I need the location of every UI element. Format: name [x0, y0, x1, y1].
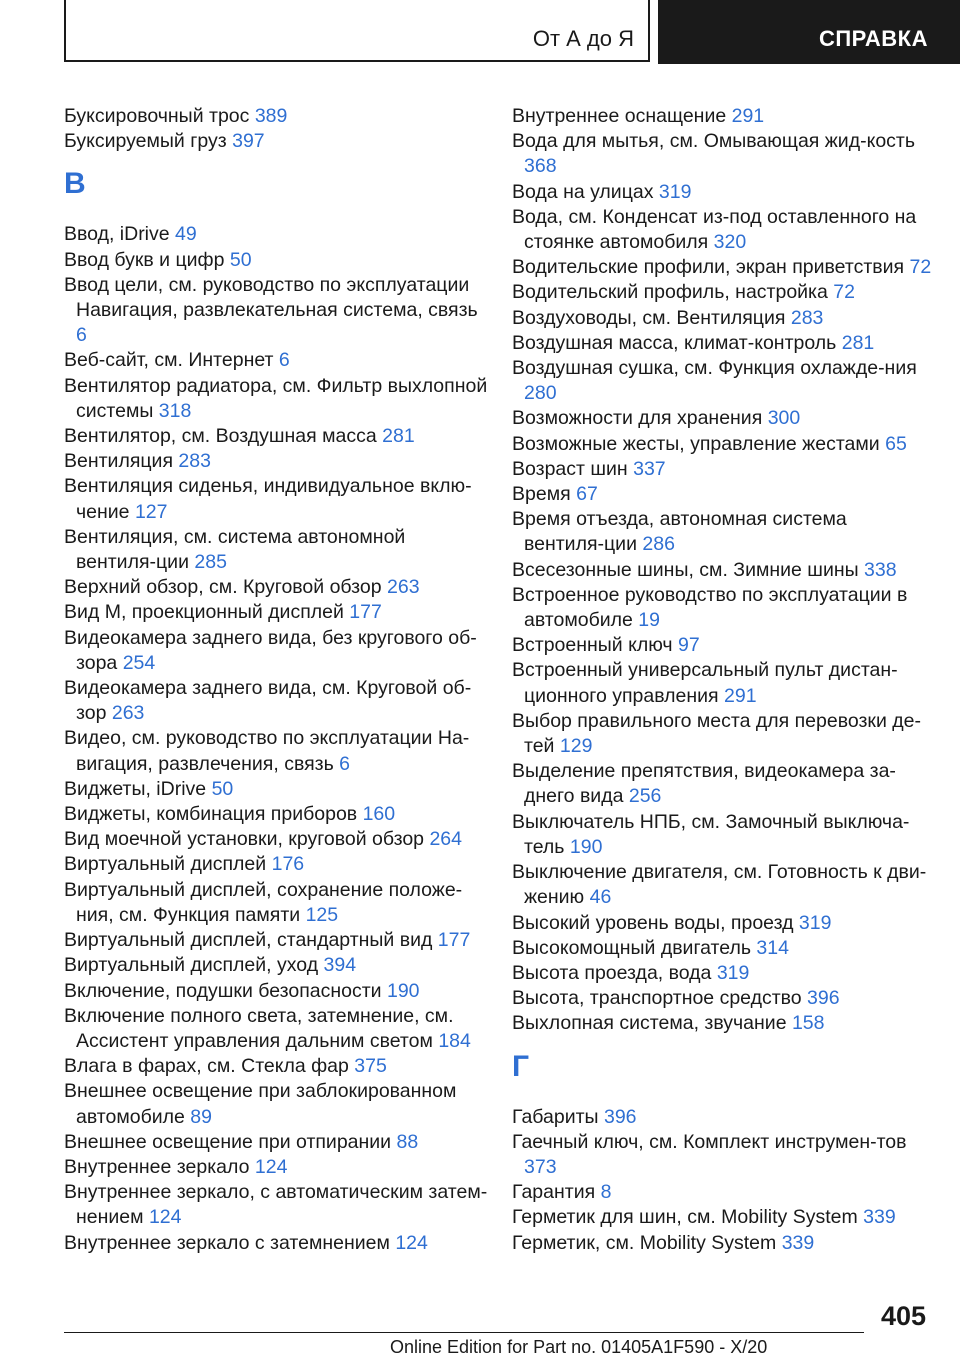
index-page-link[interactable]: 177 — [349, 601, 382, 624]
index-entry-text: Буксируемый груз — [64, 130, 233, 153]
index-entry — [512, 507, 932, 557]
index-entry-text: Вид моечной установки, круговой обзор — [64, 828, 430, 851]
index-page-link[interactable]: 124 — [395, 1231, 428, 1254]
index-page-link[interactable]: 256 — [628, 785, 662, 808]
index-page-link[interactable]: 375 — [354, 1055, 387, 1078]
index-entry — [512, 306, 932, 331]
index-entry — [64, 600, 489, 625]
index-page-link[interactable]: 254 — [122, 651, 156, 674]
index-entry — [512, 280, 932, 305]
index-entry — [512, 709, 932, 759]
index-entry — [64, 1130, 489, 1155]
index-page-link[interactable]: 129 — [559, 735, 593, 758]
index-page-link[interactable]: 176 — [271, 853, 305, 876]
index-entry — [512, 558, 932, 583]
index-entry — [512, 255, 932, 280]
index-page-link[interactable]: 291 — [731, 105, 765, 127]
index-entry — [64, 777, 489, 802]
index-entry-text: Влага в фарах, см. Стекла фар — [64, 1055, 355, 1078]
index-page-link[interactable]: 97 — [678, 634, 700, 657]
index-entry-text: Видео, см. руководство по эксплуатации На-вигация, развлечения, связь — [64, 727, 470, 775]
index-entry-text: Ввод, iDrive — [64, 223, 176, 246]
index-entry — [512, 356, 932, 406]
index-entry-text: Возможности для хранения — [512, 407, 768, 430]
index-entry-text: Ввод цели, см. руководство по эксплуатации Навигация, развлекательная система, связь — [64, 273, 478, 322]
index-entry-text: Габариты — [512, 1105, 604, 1128]
index-page-link[interactable]: 283 — [178, 450, 211, 473]
index-page-link[interactable]: 190 — [569, 835, 603, 858]
index-page-link[interactable]: 158 — [791, 1012, 825, 1035]
index-entry — [512, 432, 932, 457]
index-entry-text: Высота проезда, вода — [512, 961, 717, 984]
index-page-link[interactable]: 184 — [438, 1029, 471, 1052]
index-page-link[interactable]: 394 — [323, 954, 357, 977]
chapter-tab — [658, 0, 960, 64]
index-entry-text: Герметик, см. Mobility System — [512, 1231, 782, 1254]
chapter-title: СПРАВКА — [818, 26, 928, 51]
index-page-link[interactable]: 50 — [211, 777, 234, 800]
index-entry-text: Внутреннее оснащение — [512, 105, 732, 127]
index-page-link[interactable]: 72 — [909, 256, 932, 279]
index-entry — [512, 1205, 932, 1230]
index-page-link[interactable]: 6 — [76, 324, 87, 347]
index-page-link[interactable]: 50 — [229, 248, 252, 271]
index-entry — [512, 810, 932, 860]
index-entry-text: Вентилятор радиатора, см. Фильтр выхлопной системы — [64, 374, 488, 422]
index-entry-text: Выбор правильного места для перевозки де-тей — [512, 709, 921, 758]
index-page-link[interactable]: 125 — [305, 903, 339, 926]
index-entry-text: Время — [512, 483, 577, 506]
index-entry — [512, 482, 932, 507]
index-entry-text: Выхлопная система, звучание — [512, 1012, 792, 1035]
index-entry-text: Внешнее освещение при отпирании — [64, 1130, 397, 1153]
index-entry — [512, 583, 932, 633]
index-entry — [64, 222, 489, 247]
index-page-link[interactable]: 337 — [633, 457, 666, 480]
index-page-link[interactable]: 177 — [437, 929, 471, 952]
index-page-link[interactable]: 285 — [194, 551, 227, 574]
index-entry — [64, 129, 489, 154]
index-entry — [64, 802, 489, 827]
index-entry-text: Встроенное руководство по эксплуатации в автомобиле — [512, 583, 908, 632]
index-page-link[interactable]: 8 — [600, 1181, 612, 1204]
index-entry — [64, 852, 489, 877]
index-page-link[interactable]: 19 — [638, 609, 660, 632]
index-entry-text: Гаечный ключ, см. Комплект инструмен-тов — [512, 1130, 907, 1153]
index-entry-text: Воздушная масса, климат-контроль — [512, 331, 842, 354]
index-entry — [64, 953, 489, 978]
index-entry-text: Вода, см. Конденсат из-под оставленного на стоянке автомобиля — [512, 205, 917, 254]
index-entry — [64, 1180, 489, 1230]
index-entry-text: Вода для мытья, см. Омывающая жид-кость — [512, 130, 916, 153]
index-page-link[interactable]: 397 — [232, 130, 265, 153]
index-entry-text: Включение, подушки безопасности — [64, 979, 387, 1002]
index-entry-text: Высокий уровень воды, проезд — [512, 911, 799, 934]
index-entry-text: Вентилятор, см. Воздушная масса — [64, 425, 383, 448]
index-entry-text: Выключатель НПБ, см. Замочный выключа-тель — [512, 810, 910, 858]
index-entry-text: Веб-сайт, см. Интернет — [64, 349, 279, 372]
index-entry-text: Верхний обзор, см. Круговой обзор — [64, 576, 387, 599]
index-entry-text: Возможные жесты, управление жестами — [512, 432, 886, 455]
index-entry — [64, 1155, 489, 1180]
index-page-link[interactable]: 124 — [148, 1206, 182, 1229]
index-entry — [64, 273, 489, 349]
index-entry — [512, 205, 932, 255]
index-entry — [512, 633, 932, 658]
index-page-link[interactable]: 338 — [864, 558, 897, 581]
index-page-link[interactable]: 291 — [724, 684, 757, 707]
index-entry — [64, 878, 489, 928]
index-entry-text: Внутреннее зеркало, с автоматическим затем-нением — [64, 1181, 488, 1229]
index-entry-text: Виртуальный дисплей, сохранение положе-ния, см. Функция памяти — [64, 878, 463, 926]
index-entry — [512, 1130, 932, 1180]
index-page-link[interactable]: 318 — [158, 399, 192, 422]
index-entry — [64, 248, 489, 273]
index-entry-text: Буксировочный трос — [64, 105, 255, 127]
index-entry-text: Включение полного света, затемнение, см. Ассистент управления дальним светом — [64, 1004, 454, 1052]
index-page-link[interactable]: 264 — [429, 828, 462, 851]
index-entry-text: Ввод букв и цифр — [64, 248, 230, 271]
index-entry-text: Видеокамера заднего вида, без кругового об-зора — [64, 626, 477, 674]
index-entry-text: Виртуальный дисплей — [64, 853, 272, 876]
index-page-link[interactable]: 283 — [790, 306, 824, 329]
index-entry-text: Виртуальный дисплей, уход — [64, 954, 324, 977]
index-entry-text: Вентиляция сиденья, индивидуальное вклю-чение — [64, 475, 472, 523]
index-entry — [512, 911, 932, 936]
index-page-link[interactable]: 319 — [716, 961, 750, 984]
index-page-link[interactable]: 314 — [756, 936, 789, 959]
index-entry-text: Внешнее освещение при заблокированном автомобиле — [64, 1080, 457, 1128]
index-page-link[interactable]: 124 — [254, 1155, 288, 1178]
index-entry — [64, 449, 489, 474]
index-entry — [512, 1231, 932, 1256]
index-page-link[interactable]: 88 — [396, 1130, 419, 1153]
index-entry-text: Внутреннее зеркало с затемнением — [64, 1231, 396, 1254]
index-page-link[interactable]: 396 — [603, 1105, 637, 1128]
index-entry — [512, 759, 932, 809]
index-entry — [512, 1011, 932, 1036]
index-entry-text: Время отъезда, автономная система вентиля-ции — [512, 508, 847, 556]
index-entry-text: Водительский профиль, настройка — [512, 281, 834, 304]
index-entry — [512, 457, 932, 482]
index-entry — [64, 676, 489, 726]
index-page-link[interactable]: 89 — [190, 1105, 212, 1128]
index-entry — [64, 1079, 489, 1129]
index-entry-text: Вентиляция — [64, 450, 179, 473]
index-entry-text: Виртуальный дисплей, стандартный вид — [64, 929, 438, 952]
index-entry-text: Встроенный универсальный пульт дистан-ционного управления — [512, 659, 898, 707]
index-entry-text: Видеокамера заднего вида, см. Круговой об-зор — [64, 677, 472, 725]
index-entry — [64, 726, 489, 776]
index-entry — [64, 374, 489, 424]
index-entry — [64, 575, 489, 600]
footer-divider — [64, 1332, 864, 1333]
index-entry — [512, 986, 932, 1011]
index-page-link[interactable]: 320 — [713, 231, 747, 254]
index-page-link[interactable]: 190 — [386, 979, 420, 1002]
index-entry-text: Выключение двигателя, см. Готовность к дви-жению — [512, 861, 927, 909]
index-page-link[interactable]: 339 — [781, 1231, 815, 1254]
index-entry-text: Выделение препятствия, видеокамера за-днего вида — [512, 760, 896, 808]
index-entry-text: Всесезонные шины, см. Зимние шины — [512, 558, 865, 581]
page-number: 405 — [880, 1301, 926, 1331]
index-entry — [64, 1054, 489, 1079]
index-entry — [64, 474, 489, 524]
index-entry — [512, 104, 932, 129]
index-page-link[interactable]: 67 — [576, 483, 598, 506]
index-page-link[interactable]: 339 — [863, 1206, 896, 1229]
index-entry-text: Виджеты, комбинация приборов — [64, 803, 363, 826]
index-page-link[interactable]: 389 — [254, 105, 288, 127]
index-entry — [64, 979, 489, 1004]
index-page-link[interactable]: 49 — [175, 223, 197, 246]
footer-edition: Online Edition for Part no. 01405A1F590 - X/20 — [390, 1337, 768, 1357]
index-entry-text: Внутреннее зеркало — [64, 1155, 255, 1178]
section-tab — [64, 0, 650, 62]
index-page-link[interactable]: 280 — [524, 382, 557, 405]
index-entry — [512, 1180, 932, 1205]
index-entry — [64, 348, 489, 373]
index-entry-text: Встроенный ключ — [512, 634, 678, 657]
index-page-link[interactable]: 6 — [339, 752, 351, 775]
index-page-link[interactable]: 127 — [134, 500, 168, 523]
index-page-link[interactable]: 6 — [278, 349, 290, 372]
index-entry — [512, 860, 932, 910]
index-entry — [512, 961, 932, 986]
index-entry-text: Вентиляция, см. система автономной вентиля-ции — [64, 525, 406, 574]
index-page-link[interactable]: 263 — [387, 576, 420, 599]
index-entry — [64, 104, 489, 129]
index-entry — [512, 406, 932, 431]
index-page-link[interactable]: 286 — [642, 533, 675, 556]
index-entry — [512, 129, 932, 179]
index-page-link[interactable]: 65 — [885, 432, 907, 455]
index-entry-text: Герметик для шин, см. Mobility System — [512, 1206, 864, 1229]
index-entry — [64, 626, 489, 676]
index-entry — [512, 331, 932, 356]
index-page-link[interactable]: 396 — [807, 987, 840, 1010]
index-entry — [64, 525, 489, 575]
index-entry-text: Высокомощный двигатель — [512, 936, 757, 959]
index-entry — [512, 658, 932, 708]
index-page-link[interactable]: 263 — [111, 702, 145, 725]
index-page-link[interactable]: 281 — [841, 331, 875, 354]
index-letter-heading: Г — [512, 1049, 530, 1083]
index-entry-text: Водительские профили, экран приветствия — [512, 256, 910, 279]
section-title: От А до Я — [532, 26, 634, 51]
index-entry-text: Воздушная сушка, см. Функция охлажде-ния — [512, 357, 917, 380]
index-page-link[interactable]: 300 — [767, 407, 801, 430]
index-entry-text: Высота, транспортное средство — [512, 987, 808, 1010]
index-entry — [512, 1105, 932, 1130]
index-page-link[interactable]: 319 — [798, 911, 832, 934]
index-column-right — [512, 104, 932, 1256]
index-entry — [64, 424, 489, 449]
index-page-link[interactable]: 72 — [833, 281, 855, 304]
index-entry — [512, 180, 932, 205]
index-entry-text: Гарантия — [512, 1181, 601, 1204]
index-entry — [64, 928, 489, 953]
index-page-link[interactable]: 46 — [589, 886, 612, 909]
index-entry-text: Вид M, проекционный дисплей — [64, 601, 350, 624]
index-page-link[interactable]: 368 — [524, 155, 557, 178]
index-letter-heading: В — [64, 167, 86, 201]
index-entry — [64, 827, 489, 852]
index-column-left — [64, 104, 489, 1256]
index-entry-text: Воздуховоды, см. Вентиляция — [512, 306, 791, 329]
index-entry — [64, 1004, 489, 1054]
page-header — [0, 0, 960, 64]
index-page-link[interactable]: 319 — [658, 180, 692, 203]
index-page-link[interactable]: 160 — [362, 803, 396, 826]
index-entry-text: Возраст шин — [512, 457, 634, 480]
index-page-link[interactable]: 281 — [382, 425, 415, 448]
index-entry — [64, 1231, 489, 1256]
index-entry-text: Вода на улицах — [512, 180, 659, 203]
index-page-link[interactable]: 373 — [524, 1155, 557, 1178]
index-entry-text: Виджеты, iDrive — [64, 777, 212, 800]
index-entry — [512, 936, 932, 961]
